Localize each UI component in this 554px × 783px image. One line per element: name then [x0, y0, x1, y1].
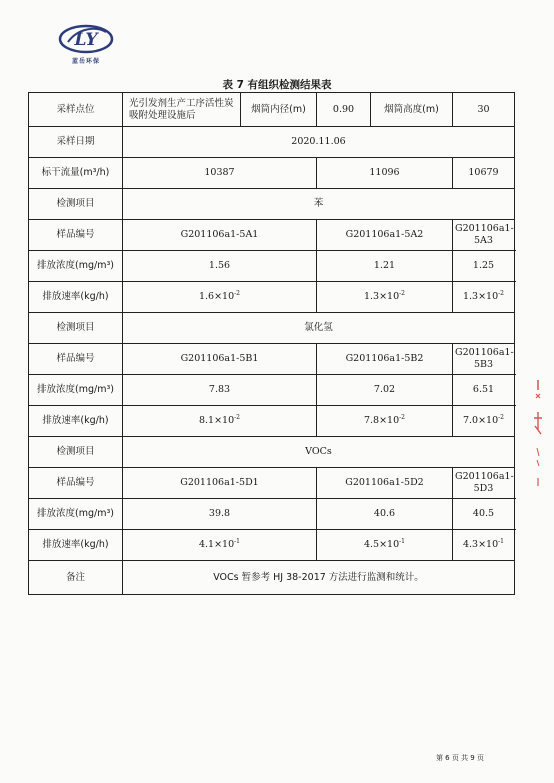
rate-exponent: -2 [234, 414, 241, 422]
rate-mantissa: 8.1×10 [198, 415, 235, 427]
rate-label [29, 282, 123, 313]
remark-label [29, 561, 123, 595]
conc-value-cell: 6.51 [453, 375, 515, 406]
sample-label [29, 220, 123, 251]
rate-value [123, 282, 317, 313]
conc-label-text: 排放浓度(mg/m³) [37, 508, 114, 520]
table-row [29, 313, 515, 344]
item-label-text: 检测项目 [56, 322, 95, 334]
conc-value-cell: 1.56 [123, 251, 317, 282]
rate-mantissa: 1.3×10 [363, 291, 400, 303]
diameter-value: 0.90 [317, 93, 371, 127]
sample-label-text: 样品编号 [56, 477, 95, 489]
rate-mantissa: 1.3×10 [462, 291, 499, 303]
sample-label-text: 样品编号 [56, 229, 95, 241]
rate-label [29, 530, 123, 561]
rate-mantissa: 7.8×10 [363, 415, 400, 427]
rate-exponent: -1 [234, 538, 241, 546]
rate-value [453, 406, 515, 437]
rate-value [317, 282, 453, 313]
rate-value [123, 530, 317, 561]
results-table [28, 92, 515, 595]
flow-label [29, 158, 123, 189]
date-value: 2020.11.06 [123, 127, 515, 158]
site-label: 采样点位 [29, 93, 123, 127]
table-row [29, 251, 515, 282]
flow-value-cell: 10387 [123, 158, 317, 189]
table-row [29, 344, 515, 375]
conc-value-cell: 39.8 [123, 499, 317, 530]
rate-exponent: -2 [498, 290, 505, 298]
table-title: 表 7 有组织检测结果表 [222, 79, 332, 91]
flow-value-cell: 10679 [453, 158, 515, 189]
table-row [29, 375, 515, 406]
sample-id-cell: G201106a1-5A2 [317, 220, 453, 251]
rate-value [453, 282, 515, 313]
table-row [29, 93, 515, 127]
conc-label [29, 499, 123, 530]
table-row [29, 189, 515, 220]
conc-value-cell: 40.6 [317, 499, 453, 530]
sample-id-cell: G201106a1-5D1 [123, 468, 317, 499]
conc-value-cell: 1.25 [453, 251, 515, 282]
item-name: VOCs [123, 437, 515, 468]
rate-label-text: 排放速率(kg/h) [42, 291, 109, 303]
item-name: 氯化氢 [123, 313, 515, 344]
page-number: 第 6 页 共 9 页 [435, 754, 484, 762]
conc-value-cell: 40.5 [453, 499, 515, 530]
red-stamp-mark [532, 378, 544, 488]
item-label [29, 313, 123, 344]
rate-value [317, 530, 453, 561]
rate-exponent: -1 [498, 538, 505, 546]
table-row [29, 220, 515, 251]
rate-mantissa: 4.5×10 [363, 539, 400, 551]
site-value: 光引发剂生产工序活性炭吸附处理设施后 [123, 93, 241, 127]
item-name: 苯 [123, 189, 515, 220]
sample-id-cell: G201106a1-5B1 [123, 344, 317, 375]
rate-mantissa: 1.6×10 [198, 291, 235, 303]
table-row [29, 158, 515, 189]
sample-id-cell: G201106a1-5D3 [453, 468, 515, 499]
logo-letters: LY [74, 30, 98, 50]
rate-exponent: -2 [399, 290, 406, 298]
conc-label [29, 375, 123, 406]
table-row [29, 499, 515, 530]
sample-label [29, 344, 123, 375]
rate-exponent: -1 [399, 538, 406, 546]
item-label [29, 437, 123, 468]
rate-mantissa: 7.0×10 [462, 415, 499, 427]
conc-value-cell: 7.83 [123, 375, 317, 406]
rate-label-text: 排放速率(kg/h) [42, 415, 109, 427]
rate-mantissa: 4.1×10 [198, 539, 235, 551]
sample-label [29, 468, 123, 499]
rate-mantissa: 4.3×10 [462, 539, 499, 551]
table-row [29, 437, 515, 468]
rate-value [453, 530, 515, 561]
flow-label-text: 标干流量(m³/h) [41, 167, 110, 179]
sample-id-cell: G201106a1-5B3 [453, 344, 515, 375]
sample-id-cell: G201106a1-5A3 [453, 220, 515, 251]
rate-label-text: 排放速率(kg/h) [42, 539, 109, 551]
conc-label-text: 排放浓度(mg/m³) [37, 260, 114, 272]
conc-value-cell: 7.02 [317, 375, 453, 406]
rate-exponent: -2 [399, 414, 406, 422]
table-row [29, 282, 515, 313]
conc-value-cell: 1.21 [317, 251, 453, 282]
rate-exponent: -2 [234, 290, 241, 298]
sample-id-cell: G201106a1-5A1 [123, 220, 317, 251]
diameter-label: 烟筒内径(m) [241, 93, 317, 127]
flow-value-cell: 11096 [317, 158, 453, 189]
table-row [29, 127, 515, 158]
sample-id-cell: G201106a1-5B2 [317, 344, 453, 375]
remark-value: VOCs 暂参考 HJ 38-2017 方法进行监测和统计。 [123, 561, 515, 595]
rate-exponent: -2 [498, 414, 505, 422]
rate-value [123, 406, 317, 437]
logo-icon [58, 22, 114, 56]
height-value: 30 [453, 93, 515, 127]
conc-label [29, 251, 123, 282]
remark-label-text: 备注 [65, 571, 85, 583]
table-row [29, 406, 515, 437]
item-label-text: 检测项目 [56, 198, 95, 210]
table-row [29, 530, 515, 561]
item-label-text: 检测项目 [56, 446, 95, 458]
rate-value [317, 406, 453, 437]
table-row [29, 468, 515, 499]
rate-label [29, 406, 123, 437]
item-label [29, 189, 123, 220]
conc-label-text: 排放浓度(mg/m³) [37, 384, 114, 396]
sample-id-cell: G201106a1-5D2 [317, 468, 453, 499]
sample-label-text: 样品编号 [56, 353, 95, 365]
company-name: 蓝岳环保 [71, 58, 100, 65]
date-label: 采样日期 [29, 127, 123, 158]
height-label: 烟筒高度(m) [371, 93, 453, 127]
table-row [29, 561, 515, 595]
